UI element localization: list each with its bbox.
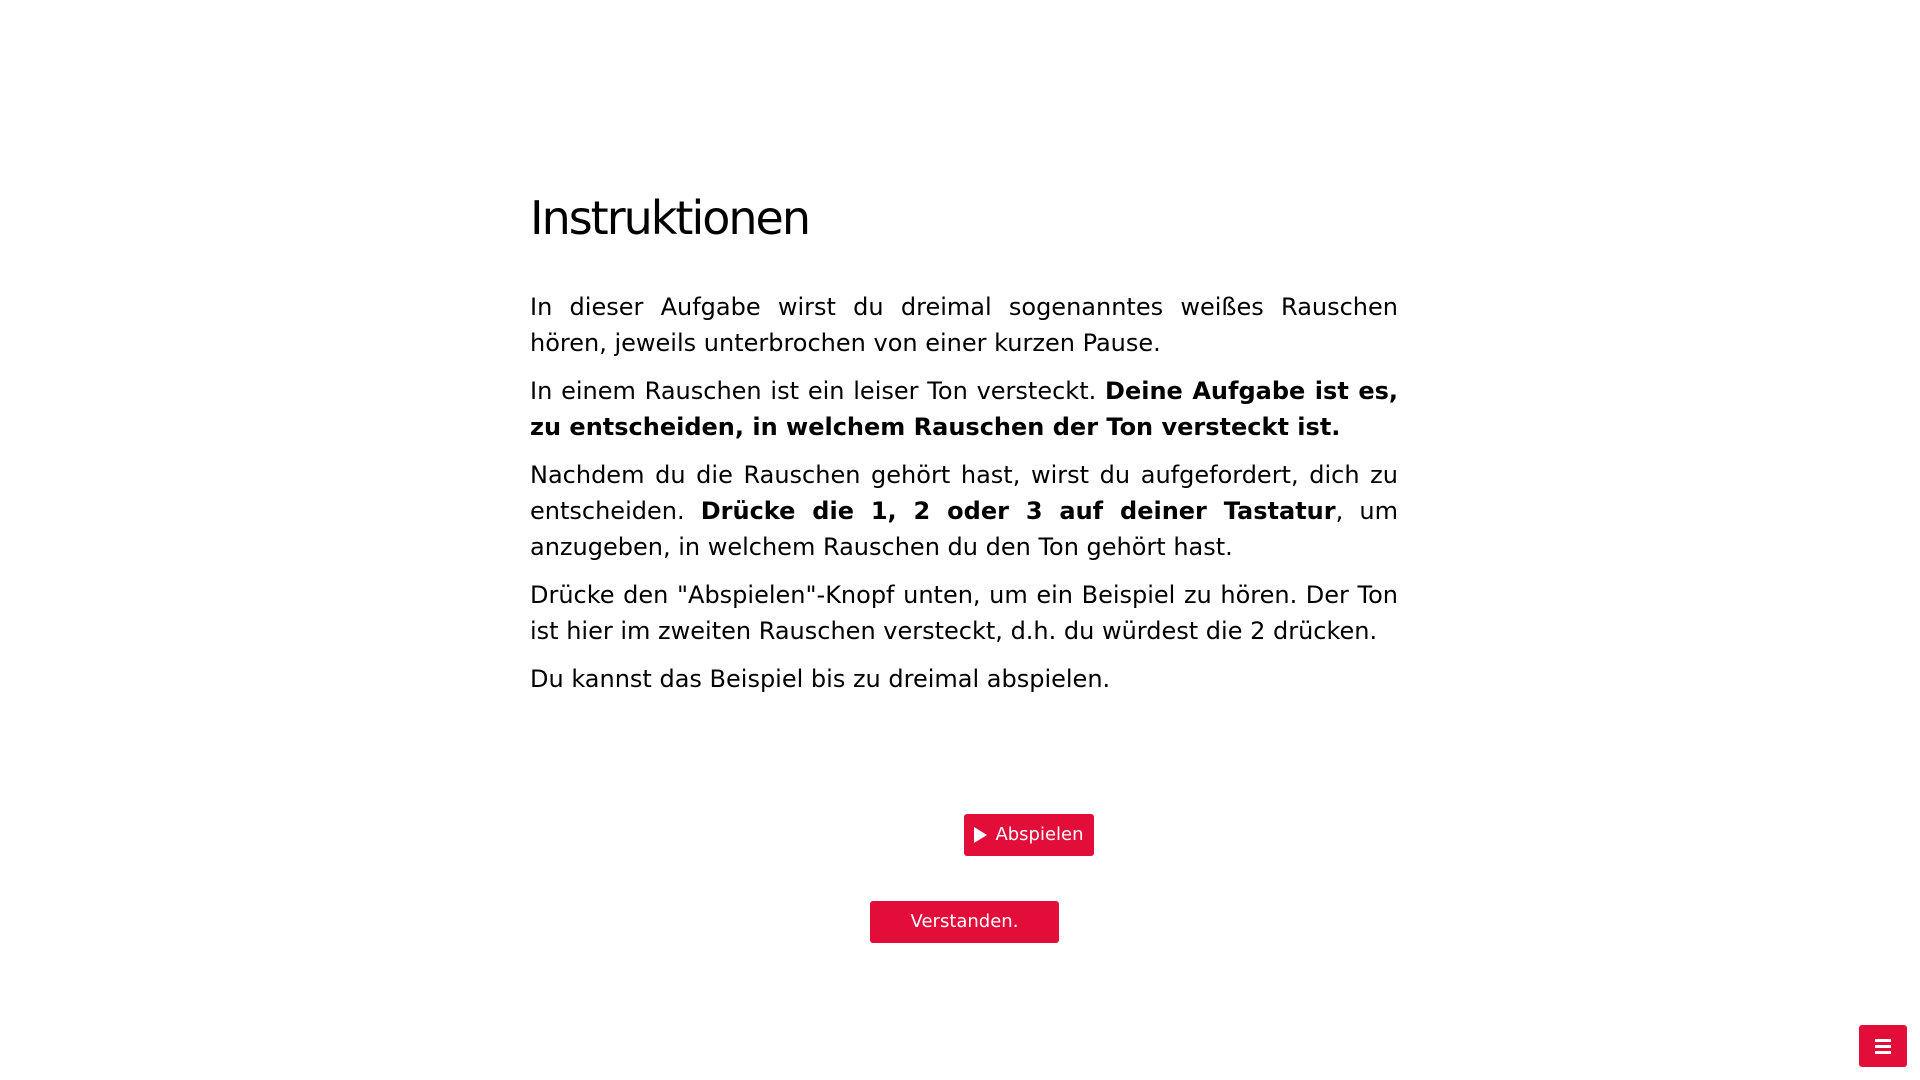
instruction-paragraph-2 xyxy=(530,373,1398,445)
play-button[interactable] xyxy=(964,814,1094,856)
instruction-paragraph-3 xyxy=(530,457,1398,565)
instruction-paragraph-4: Drücke den "Abspielen"-Knopf unten, um ein Beispiel zu hören. Der Ton ist hier im zweiten Rauschen versteckt, d.h. du würdest die 2 drücken. xyxy=(530,581,1398,645)
instruction-text: In einem Rauschen ist ein leiser Ton versteckt. xyxy=(530,377,1106,405)
play-button-label: Abspielen xyxy=(995,824,1084,845)
play-icon xyxy=(974,827,987,843)
instructions-section xyxy=(530,185,1398,709)
page-title: Instruktionen xyxy=(530,191,809,245)
instruction-emphasis: Deine Aufgabe ist es, zu entscheiden, in welchem Rauschen der Ton versteckt ist. xyxy=(530,377,1398,441)
menu-button[interactable] xyxy=(1859,1025,1907,1067)
instruction-text: Nachdem du die Rauschen gehört hast, wirst du aufgefordert, dich zu entscheiden. xyxy=(530,461,1398,525)
instruction-emphasis: Drücke die 1, 2 oder 3 auf deiner Tastatur xyxy=(700,497,1336,525)
hamburger-menu-icon xyxy=(1875,1039,1891,1042)
instruction-paragraph-5: Du kannst das Beispiel bis zu dreimal abspielen. xyxy=(530,665,1111,693)
instruction-paragraph-1: In dieser Aufgabe wirst du dreimal sogenanntes weißes Rauschen hören, jeweils unterbrochen von einer kurzen Pause. xyxy=(530,293,1398,357)
instruction-text: , um anzugeben, in welchem Rauschen du den Ton gehört hast. xyxy=(530,497,1398,561)
understood-continue-button[interactable]: Verstanden. Weiter xyxy=(870,901,1059,943)
